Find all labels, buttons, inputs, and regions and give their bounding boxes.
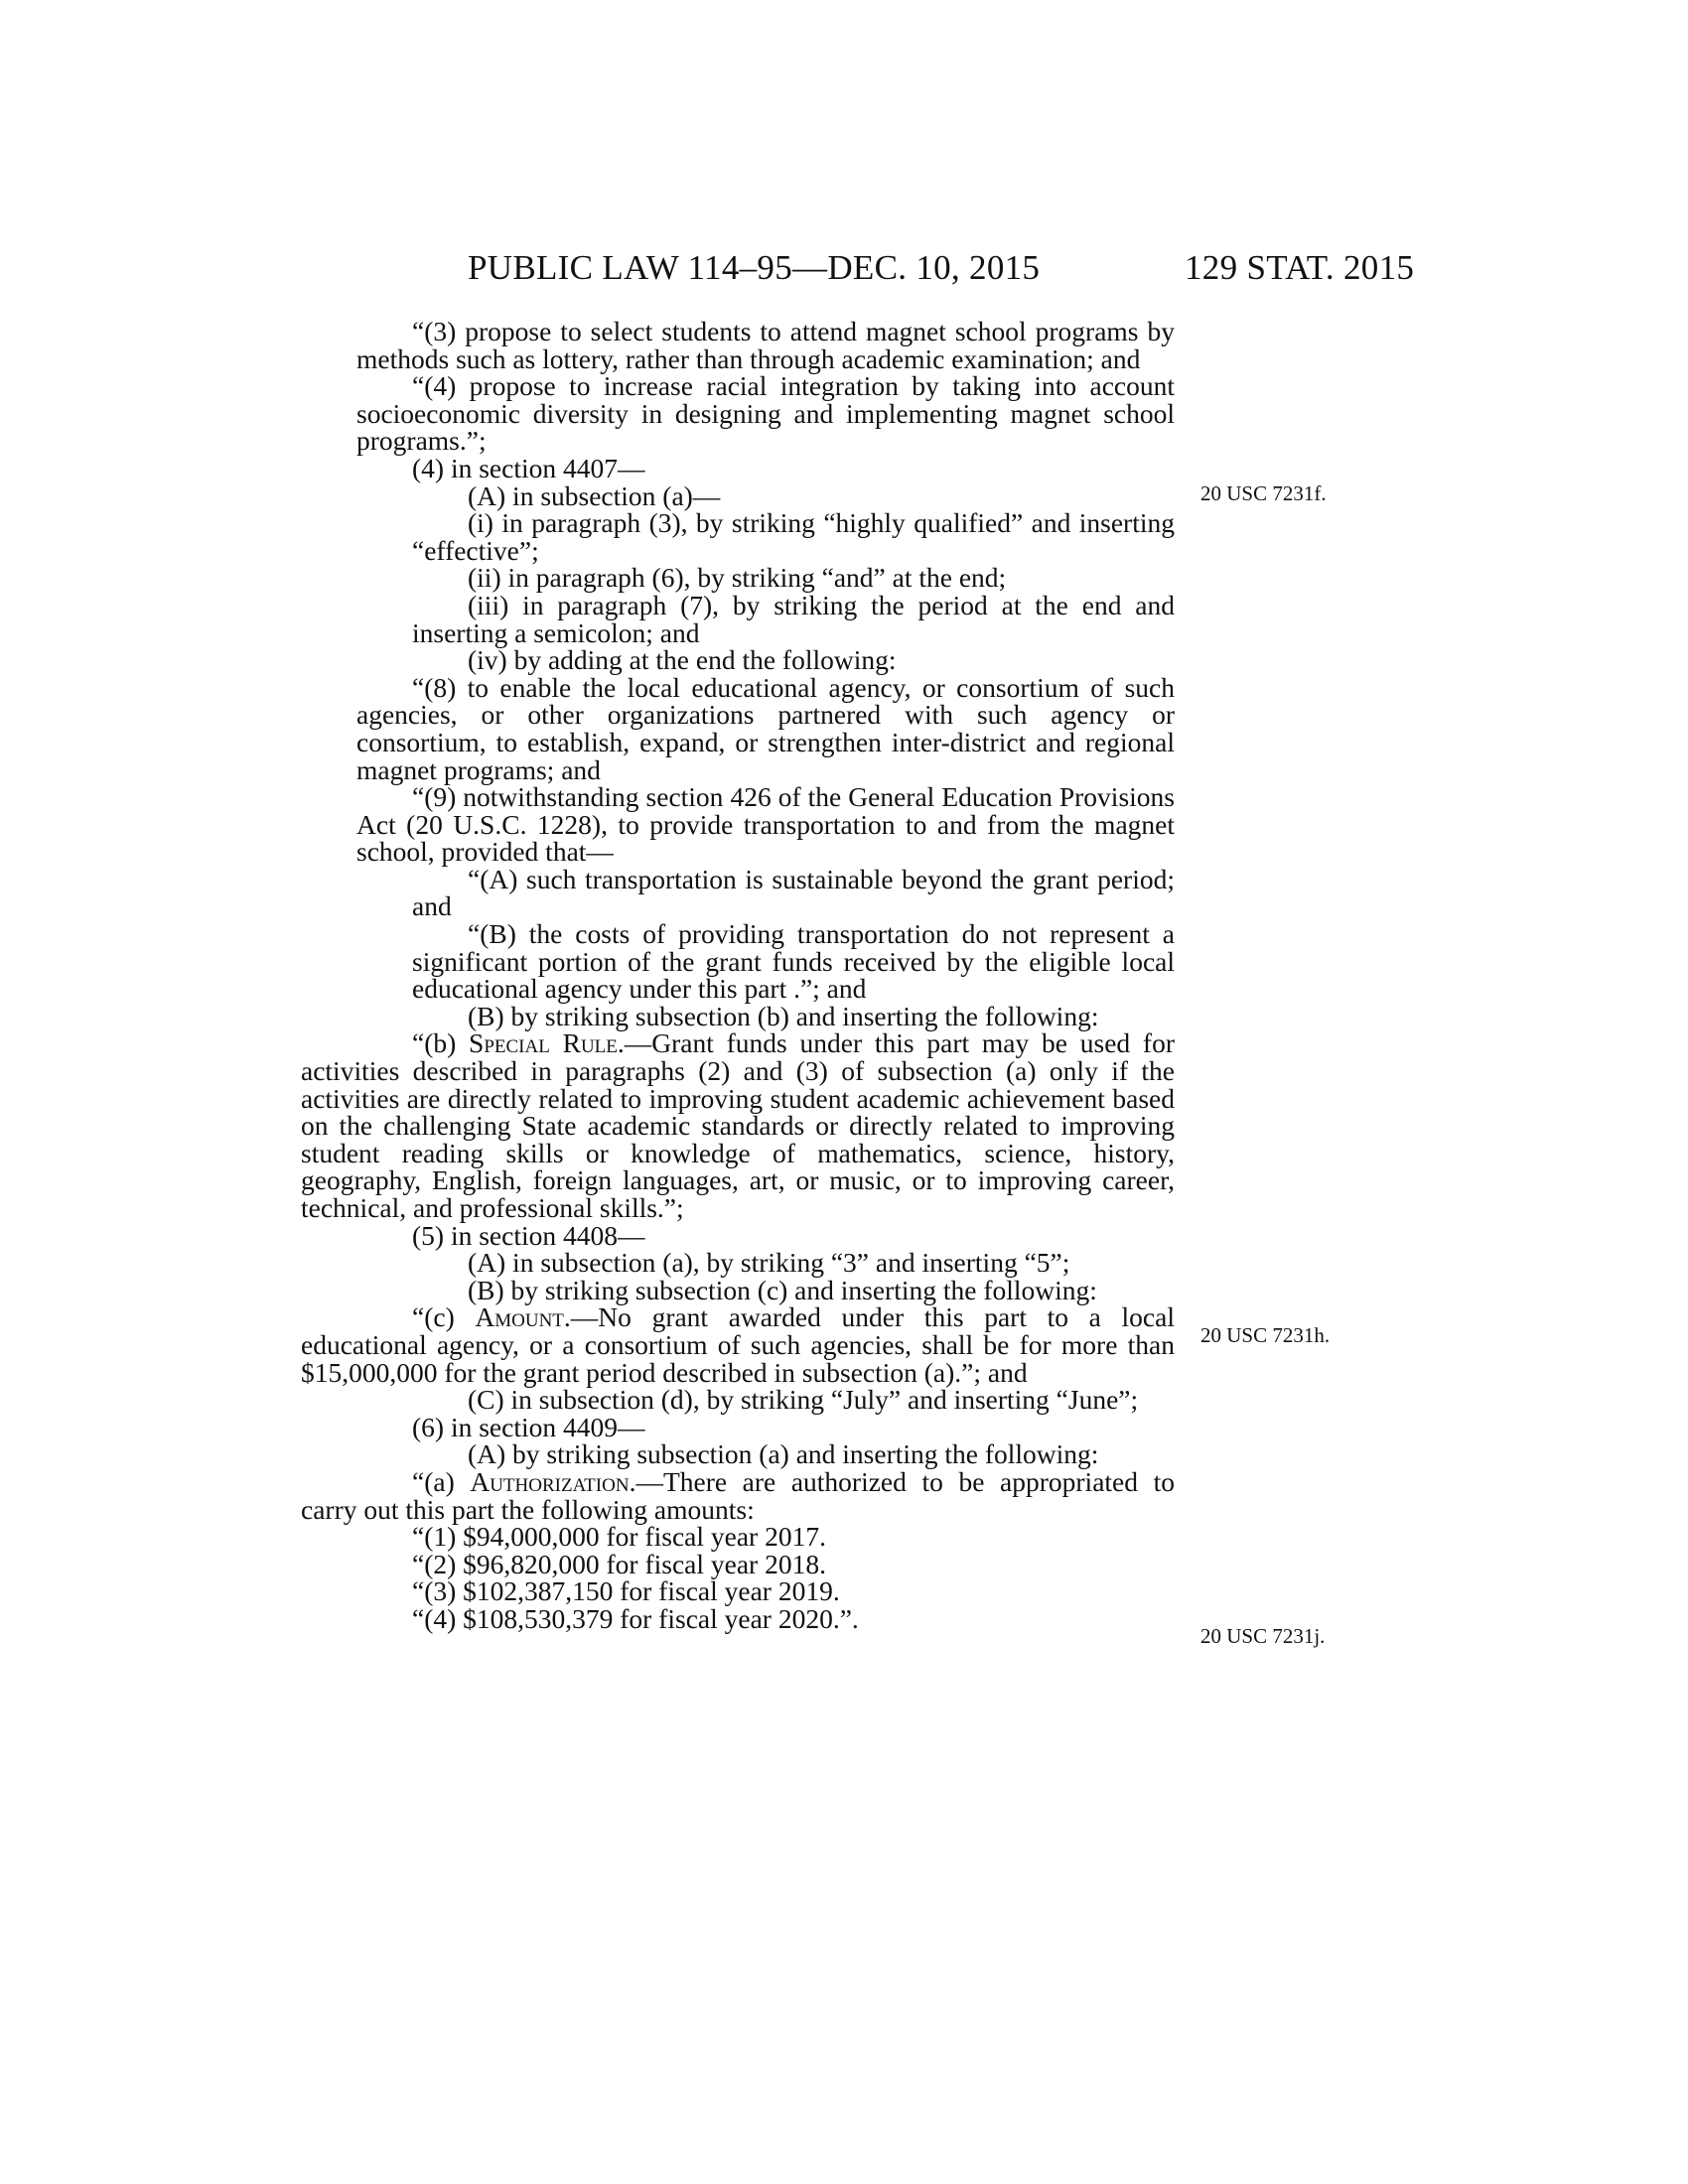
- special-rule-text: Grant funds under this part may be used for activities described in paragraphs (2) and (3) of subsection (a) only if the activities are directly related to improving student academic achievement based on the challenging State academic standards or directly related to improving student reading skills or knowledge of mathematics, science, history, geography, English, foreign languages, art, or music, or to improving career, technical, and professional skills.”;: [301, 1027, 1175, 1223]
- running-header-law: PUBLIC LAW 114–95—DEC. 10, 2015: [468, 248, 1041, 287]
- amount-line: “(4) $108,530,379 for fiscal year 2020.”.: [412, 1602, 859, 1634]
- amount-text: No grant awarded under this part to a local educational agency, or a consortium of such agencies, shall be for more than $15,000,000 for the grant period described in subsection (a).”; and: [301, 1301, 1175, 1388]
- paragraph: (B) by striking subsection (c) and inserting the following:: [468, 1274, 1097, 1305]
- heading-dash: .—: [629, 1465, 663, 1497]
- paragraph: “(9) notwithstanding section 426 of the General Education Provisions Act (20 U.S.C. 1228), to provide transportation to and from the magnet school, provided that—: [356, 781, 1175, 868]
- heading-dash: .—: [563, 1301, 599, 1333]
- paragraph: (5) in section 4408—: [412, 1219, 645, 1251]
- amount-line: “(2) $96,820,000 for fiscal year 2018.: [412, 1548, 826, 1579]
- paragraph: (A) in subsection (a), by striking “3” and inserting “5”;: [468, 1247, 1070, 1279]
- document-body: [301, 318, 1175, 1633]
- paragraph: (iii) in paragraph (7), by striking the period at the end and inserting a semicolon; and: [412, 589, 1175, 648]
- paragraph: (iv) by adding at the end the following:: [468, 644, 897, 676]
- paragraph: “(8) to enable the local educational agency, or consortium of such agencies, or other organizations partnered with such agency or consortium, to establish, expand, or strengthen inter-district and regional magnet programs; and: [356, 671, 1175, 785]
- special-rule-paragraph: [301, 1029, 1175, 1221]
- authorization-text: There are authorized to be appropriated to carry out this part the following amounts:: [301, 1465, 1175, 1525]
- paragraph: “(3) propose to select students to attend magnet school programs by methods such as lottery, rather than through academic examination; and: [356, 316, 1175, 374]
- paragraph: “(A) such transportation is sustainable beyond the grant period; and: [412, 863, 1175, 922]
- margin-note-usc-7231h: 20 USC 7231h.: [1200, 1323, 1331, 1347]
- paragraph: (A) by striking subsection (a) and inserting the following:: [468, 1438, 1099, 1470]
- margin-note-usc-7231f: 20 USC 7231f.: [1200, 481, 1327, 505]
- paragraph: (4) in section 4407—: [412, 452, 645, 483]
- paragraph: (A) in subsection (a)—: [468, 479, 721, 511]
- paragraph: (B) by striking subsection (b) and inserting the following:: [468, 1000, 1099, 1031]
- amount-line: “(1) $94,000,000 for fiscal year 2017.: [412, 1521, 826, 1553]
- paragraph: (i) in paragraph (3), by striking “highly qualified” and inserting “effective”;: [412, 507, 1175, 566]
- paragraph: (6) in section 4409—: [412, 1411, 645, 1442]
- authorization-paragraph: [301, 1465, 1175, 1525]
- amount-paragraph: [301, 1303, 1175, 1386]
- special-rule-heading: Special Rule: [469, 1027, 618, 1059]
- paragraph: “(4) propose to increase racial integration by taking into account socioeconomic diversity in designing and implementing magnet school programs.”;: [356, 370, 1175, 457]
- authorization-prefix: “(a): [412, 1465, 471, 1497]
- margin-note-usc-7231j: 20 USC 7231j.: [1200, 1624, 1326, 1648]
- authorization-heading: Authorization: [470, 1465, 630, 1497]
- amount-prefix: “(c): [412, 1301, 476, 1333]
- paragraph: (ii) in paragraph (6), by striking “and” at the end;: [468, 562, 1007, 594]
- paragraph: (C) in subsection (d), by striking “July” and inserting “June”;: [468, 1384, 1139, 1416]
- paragraph: “(B) the costs of providing transportation do not represent a significant portion of the grant funds received by the eligible local educational agency under this part .”; and: [412, 918, 1175, 1005]
- amount-line: “(3) $102,387,150 for fiscal year 2019.: [412, 1575, 840, 1607]
- amount-heading: Amount: [475, 1301, 564, 1333]
- heading-dash: .—: [617, 1027, 652, 1059]
- special-rule-prefix: “(b): [412, 1027, 470, 1059]
- running-header-stat: 129 STAT. 2015: [1185, 248, 1415, 287]
